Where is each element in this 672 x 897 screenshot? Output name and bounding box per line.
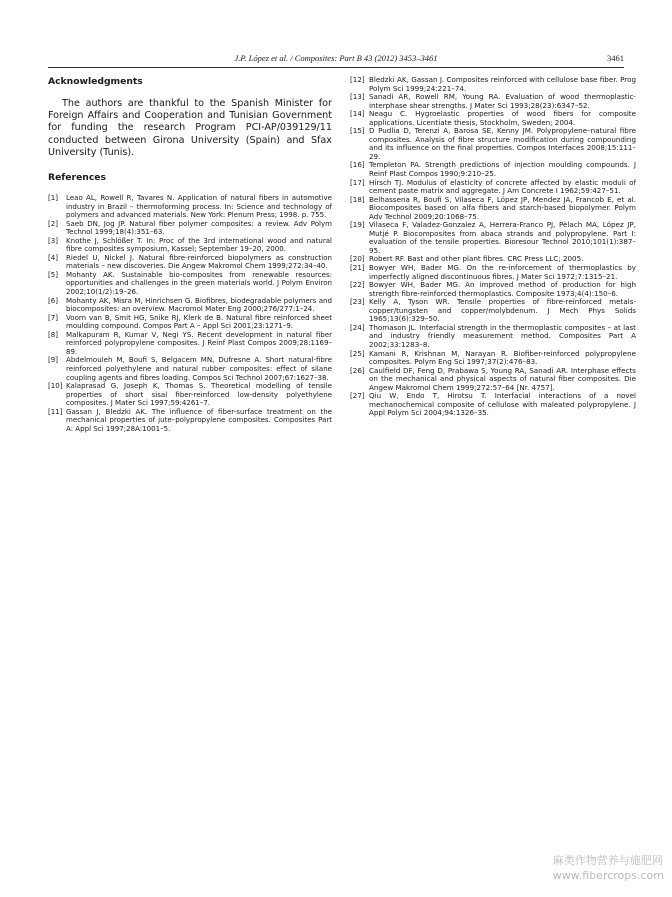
reference-text: Sanadi AR, Rowell RM, Young RA. Evaluation of wood thermoplastic-interphase shear strengths. J Mater Sci 1993;28(23):6347–52.: [369, 92, 636, 110]
reference-number: [2]: [48, 218, 58, 228]
reference-number: [19]: [350, 220, 365, 230]
reference-number: [24]: [350, 322, 365, 332]
reference-item: [350, 93, 636, 110]
reference-text: Saeb DN, Jog JP. Natural fiber polymer composites: a review. Adv Polym Technol 1999;18(4):351–63.: [66, 218, 332, 237]
reference-number: [18]: [350, 194, 365, 204]
reference-item: [48, 356, 332, 382]
reference-text: Abdelmouleh M, Boufi S, Belgacem MN, Dufresne A. Short natural-fibre reinforced polyethylene and natural rubber composites: effect of silane coupling agents and fibres loading. Compos Sci Technol 2007;67:1627–38.: [66, 355, 332, 382]
reference-item: [350, 298, 636, 324]
reference-text: Mohanty AK, Misra M, Hinrichsen G. Biofibres, biodegradable polymers and biocomposites: an overview. Macromol Mater Eng 2000;276/277:1–24.: [66, 295, 332, 314]
reference-number: [17]: [350, 177, 365, 187]
reference-item: [48, 331, 332, 357]
reference-number: [7]: [48, 312, 58, 322]
reference-text: Kelly A, Tyson WR. Tensile properties of fibre-reinforced metals-copper/tungsten and copper/molybdenum. J Mech Phys Solids 1965;13(6):329–50.: [369, 297, 636, 324]
reference-text: Vilaseca F, Valadez-Gonzalez A, Herrera-Franco PJ, Pèlach MA, López JP, Mutjé P. Biocomposites from abaca strands and polypropylene. Part I: evaluation of the tensile properties. Bioresour Technol 2010;101(1):387–95.: [369, 220, 636, 255]
reference-item: [350, 179, 636, 196]
reference-number: [3]: [48, 235, 58, 245]
reference-text: Malkapuram R, Kumar V, Negi YS. Recent development in natural fiber reinforced polypropylene composites. J Reinf Plast Compos 2009;28:1169–89.: [66, 329, 332, 356]
reference-text: Voorn van B, Smit HG, Snike RJ, Klerk de B. Natural fibre reinforced sheet moulding compound. Compos Part A – Appl Sci 2001;23:1271–9.: [66, 312, 332, 331]
reference-text: Robert RF. Bast and other plant fibres. CRC Press LLC; 2005.: [369, 254, 584, 264]
reference-number: [9]: [48, 355, 58, 365]
reference-text: Bledzki AK, Gassan J. Composites reinforced with cellulose base fiber. Prog Polym Sci 1999;24:221–74.: [369, 75, 636, 93]
reference-text: Thomason JL. Interfacial strength in the thermoplastic composites – at last and industry friendly measurement method. Composites Part A 2002;33:1283–8.: [369, 322, 636, 349]
header-rule: [48, 67, 624, 68]
reference-number: [8]: [48, 329, 58, 339]
reference-number: [10]: [48, 381, 63, 391]
reference-number: [5]: [48, 269, 58, 279]
left-column: [48, 76, 332, 433]
reference-item: [350, 281, 636, 298]
references-heading: References: [48, 172, 106, 184]
reference-text: Kamani R, Krishnan M, Narayan R. Biofiber-reinforced polypropylene composites. Polym Eng Sci 1997;37(2):476–83.: [369, 348, 636, 367]
watermark-line-1: 麻类作物营养与施肥网: [552, 854, 663, 867]
reference-item: [48, 194, 332, 220]
reference-item: [350, 367, 636, 393]
reference-number: [22]: [350, 280, 365, 290]
running-head: [48, 53, 624, 65]
reference-number: [20]: [350, 254, 365, 264]
reference-number: [23]: [350, 297, 365, 307]
reference-number: [15]: [350, 126, 365, 136]
reference-item: [48, 382, 332, 408]
reference-item: [350, 110, 636, 127]
reference-item: [48, 408, 332, 434]
acknowledgments-text: The authors are thankful to the Spanish Minister for Foreign Affairs and Cooperation and Tunisian Government for funding the research Program PCI-AP/039129/11 conducted between Girona University (Spain) and Sfax University (Tunis).: [48, 98, 332, 158]
reference-number: [21]: [350, 263, 365, 273]
reference-number: [26]: [350, 365, 365, 375]
reference-text: Gassan J, Bledzki AK. The influence of fiber-surface treatment on the mechanical properties of jute–polypropylene composites. Composites Part A: Appl Sci 1997;28A:1001–5.: [66, 406, 332, 433]
reference-item: [350, 196, 636, 222]
watermark-line-2: www.fibercrops.com: [552, 869, 664, 882]
reference-text: Bowyer WH, Bader MG. An improved method of production for high strength fibre-reinforced thermoplastics. Composite 1973;4(4):150–6.: [369, 280, 636, 298]
reference-text: Caulfield DF, Feng D, Prabawa S, Young RA, Sanadi AR. Interphase effects on the mechanical and physical aspects of natural fiber composites. Die Angew Makromol Chem 1999;272:57–64 [Nr. 4757].: [369, 365, 636, 392]
reference-item: [350, 324, 636, 350]
reference-text: Leao AL, Rowell R, Tavares N. Application of natural fibers in automotive industry in Brazil – thermoforming process. In: Science and technology of polymers and advanced materials. New York: Plenum Press; 1998. p. 755.: [66, 193, 332, 220]
reference-list-left: [48, 194, 332, 433]
reference-list-right: [350, 76, 636, 418]
acknowledgments-heading: Acknowledgments: [48, 76, 143, 87]
reference-item: [350, 127, 636, 161]
reference-number: [6]: [48, 295, 58, 305]
reference-text: Kalaprasad G, Joseph K, Thomas S. Theoretical modelling of tensile properties of short sisal fiber-reinforced low-density polyethylene composites. J Mater Sci 1997;59:4261–7.: [66, 381, 332, 408]
reference-text: Qiu W, Endo T, Hirotsu T. Interfacial interactions of a novel mechanochemical composite of cellulose with maleated polypropylene. J Appl Polym Sci 2004;94:1326–35.: [369, 391, 636, 418]
reference-number: [25]: [350, 348, 365, 358]
reference-number: [1]: [48, 193, 58, 203]
reference-text: Knothe J, Schlößer T. In: Proc of the 3rd international wood and natural fibre composites symposium, Kassel; September 19–20, 2000.: [66, 235, 332, 254]
reference-item: [48, 271, 332, 297]
reference-text: Mohanty AK. Sustainable bio-composites from renewable resources: opportunities and challenges in the green materials world. J Polym Environ 2002;10(1/2):19–26.: [66, 269, 332, 297]
reference-item: [350, 76, 636, 93]
reference-number: [13]: [350, 92, 365, 102]
reference-item: [350, 392, 636, 418]
reference-item: [350, 264, 636, 281]
journal-citation: J.P. López et al. / Composites: Part B 43 (2012) 3453–3461: [234, 53, 438, 63]
reference-number: [4]: [48, 252, 58, 262]
reference-item: [48, 297, 332, 314]
reference-number: [12]: [350, 75, 365, 84]
reference-number: [16]: [350, 160, 365, 170]
reference-number: [14]: [350, 109, 365, 119]
reference-item: [350, 161, 636, 178]
right-column: [350, 76, 636, 418]
reference-text: Belhassena R, Boufi S, Vilaseca F, López JP, Mendez JA, Francob E, et al. Biocomposites based on alfa fibers and starch-based biopolymer. Polym Adv Technol 2009;20:1068–75.: [369, 194, 636, 221]
reference-text: D Pudlia D, Terenzi A, Barosa SE, Kenny JM. Polypropylene–natural fibre composites. Analysis of fibre structure modification during compounding and its influence on the final properties. Compos Interfaces 2008;15:111–29.: [369, 126, 636, 161]
watermark: [553, 853, 664, 883]
reference-item: [48, 220, 332, 237]
reference-item: [350, 221, 636, 255]
reference-number: [11]: [48, 406, 63, 416]
page-number: 3461: [607, 53, 624, 63]
reference-text: Riedel U, Nickel J. Natural fibre-reinforced biopolymers as construction materials – new discoveries. Die Angew Makromol Chem 1999;272:34–40.: [66, 252, 332, 271]
reference-text: Hirsch TJ. Modulus of elasticity of concrete affected by elastic moduli of cement paste matrix and aggregate. J Am Concrete I 1962;59:427–51.: [369, 177, 636, 196]
reference-text: Bowyer WH, Bader MG. On the re-inforcement of thermoplastics by imperfectly aligned discontinuous fibres. J Mater Sci 1972;7:1315–21.: [369, 263, 636, 281]
reference-item: [350, 350, 636, 367]
reference-item: [48, 254, 332, 271]
reference-number: [27]: [350, 391, 365, 401]
reference-text: Neagu C. Hygroelastic properties of wood fibers for composite applications. Licentiate thesis, Stockholm, Sweden; 2004.: [369, 109, 636, 127]
reference-text: Templeton PA. Strength predictions of injection moulding compounds. J Reinf Plast Compos 1990;9:210–25.: [369, 160, 636, 179]
reference-item: [48, 314, 332, 331]
reference-item: [48, 237, 332, 254]
